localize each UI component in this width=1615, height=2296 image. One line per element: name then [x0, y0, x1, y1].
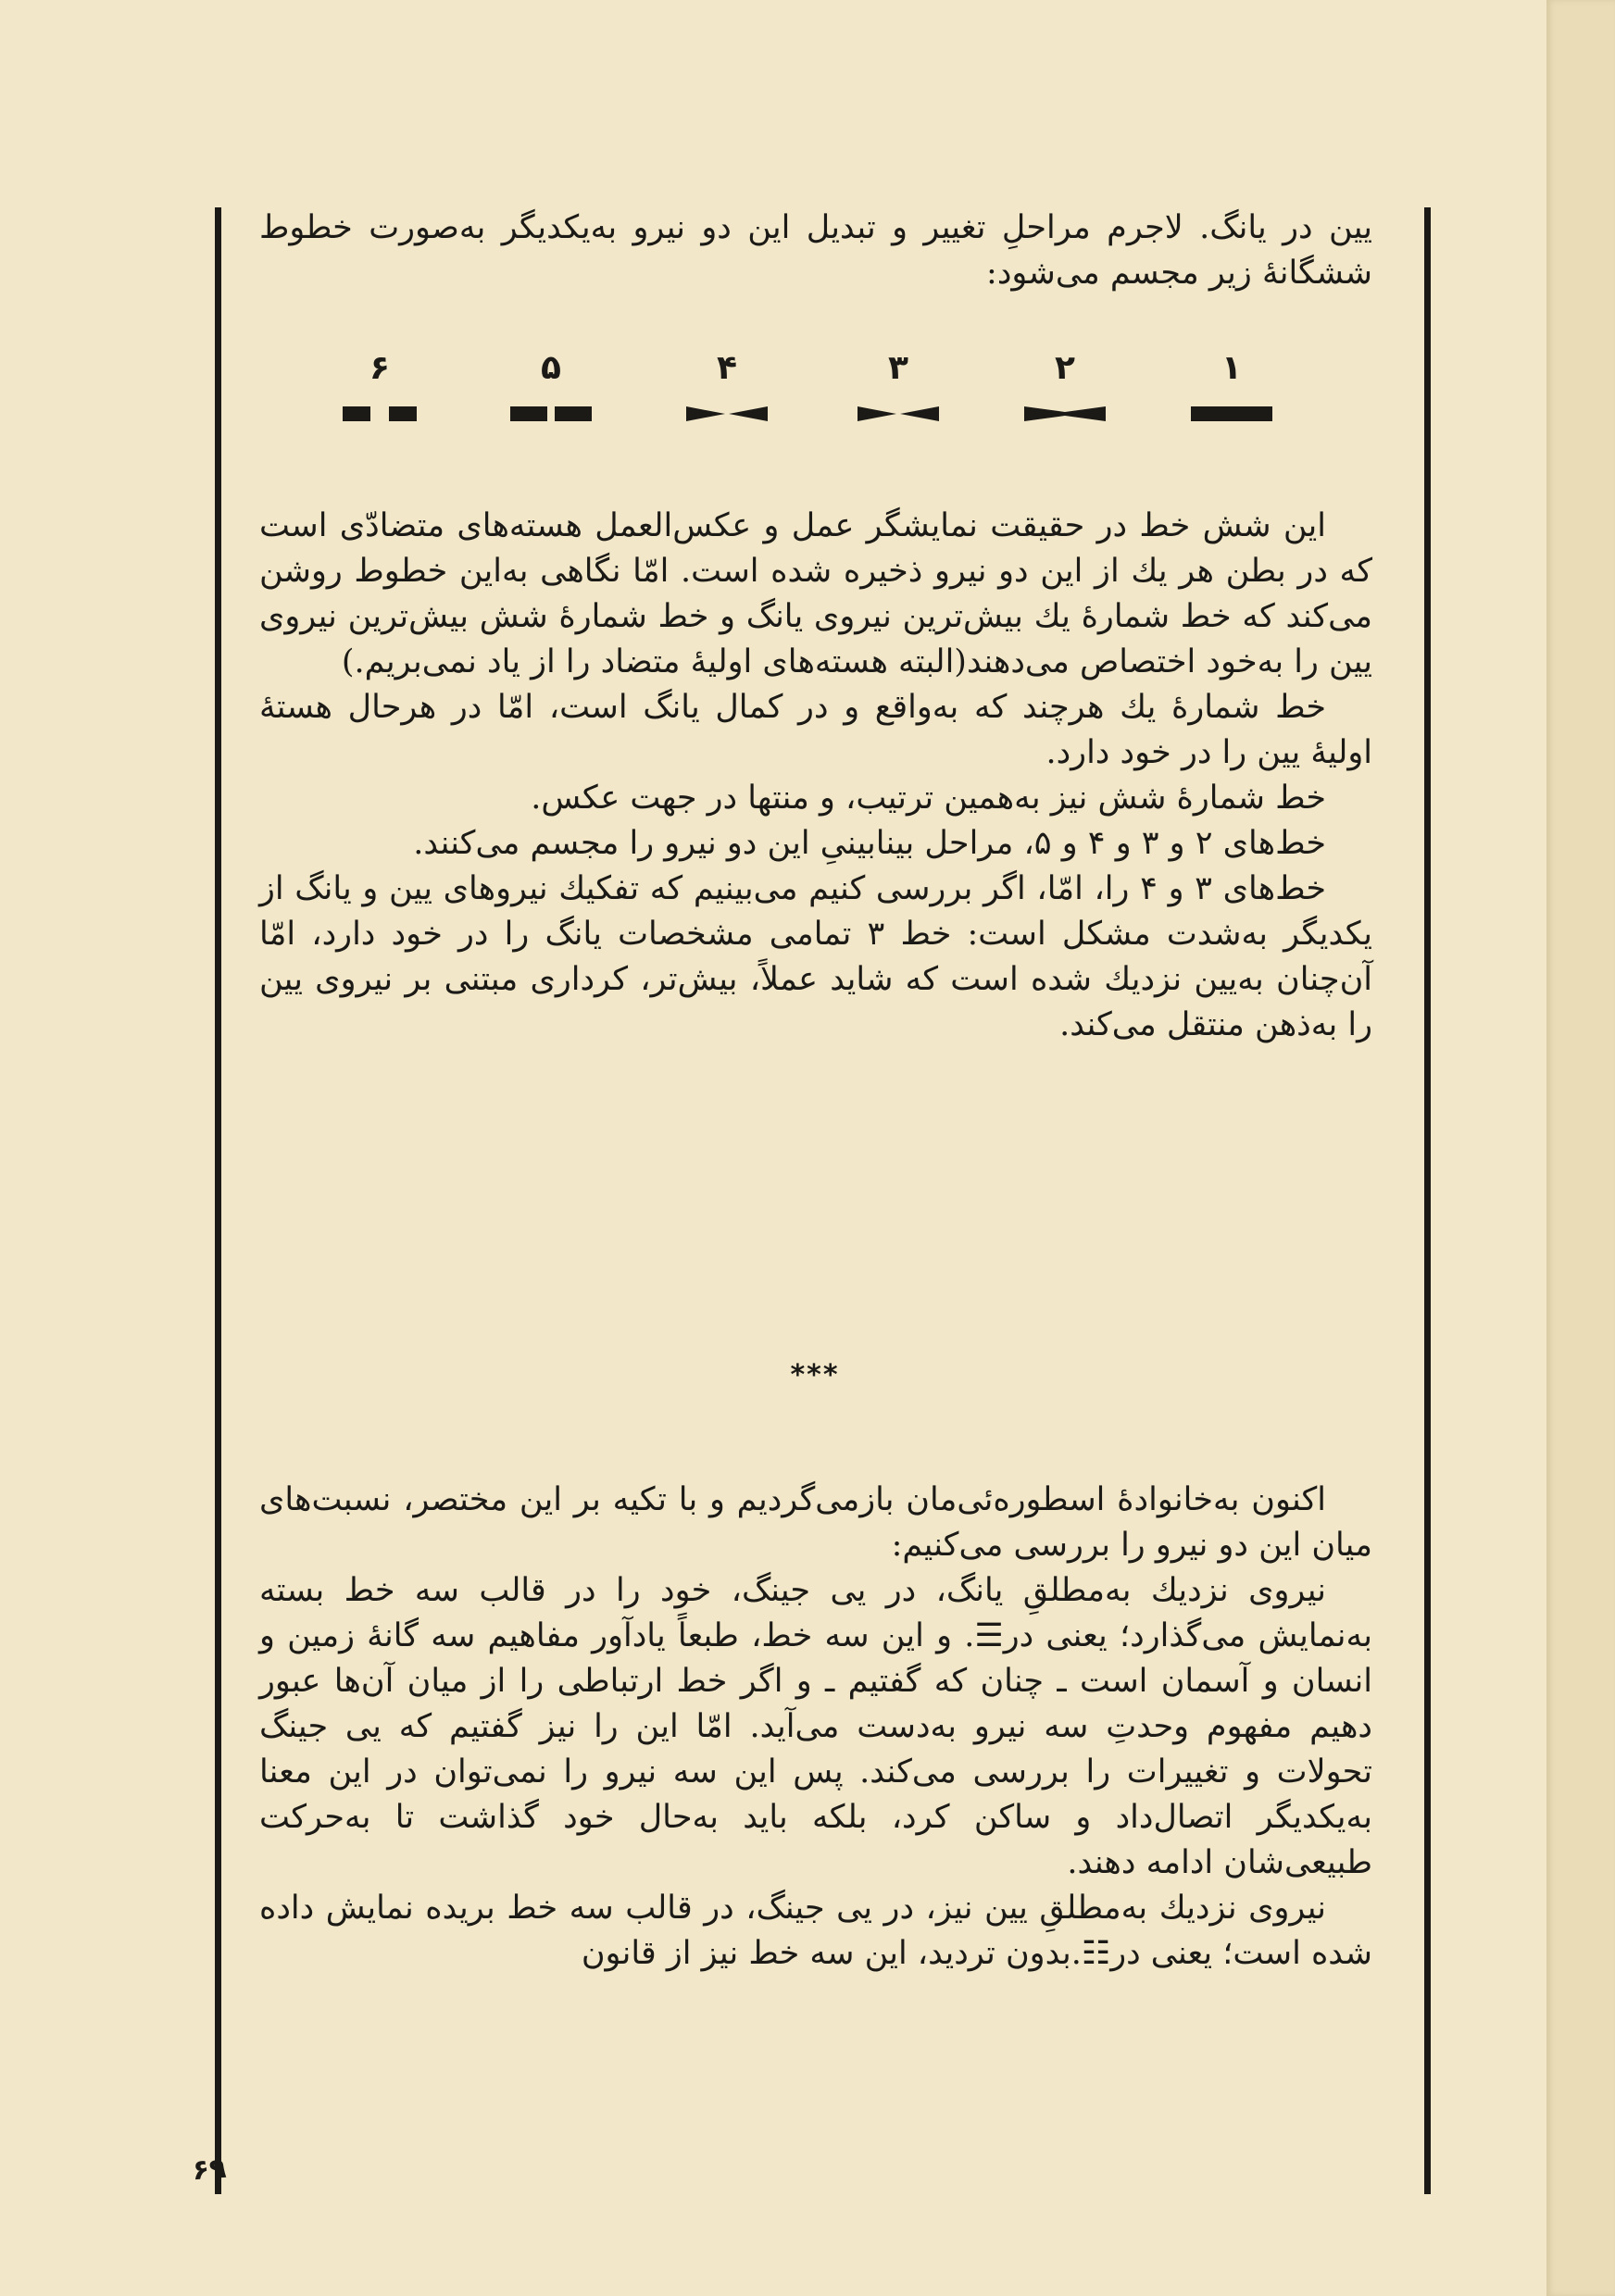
line-number: ۶ — [369, 349, 390, 387]
paragraph: خط‌های ۳ و ۴ را، امّا، اگر بررسی کنیم می‌بینیم که تفکیك نیروهای یین و یانگ از یکدیگر به‌شدت مشکل است: خط ۳ تمامی مشخصات یانگ را در خود دارد، امّا آن‌چنان به‌یین نزدیك شده است که شاید عملاً، بیش‌تر، کرداری مبتنی بر نیروی یین را به‌ذهن منتقل می‌کند. — [259, 870, 1372, 1043]
line-number: ۱ — [1221, 349, 1242, 387]
facing-triangles-symbol — [682, 404, 771, 424]
line-number: ۲ — [1055, 349, 1075, 387]
line-item-6 — [335, 350, 424, 443]
six-lines-diagram — [261, 350, 1289, 443]
section-separator: *** — [790, 1359, 840, 1391]
paragraph: خط شمارهٔ یك هرچند که به‌واقع و در کمال یانگ است، امّا در هرحال هستهٔ اولیهٔ یین را در خود دارد. — [259, 689, 1372, 771]
line-item-1 — [1187, 350, 1276, 443]
page-edge — [1546, 0, 1615, 2296]
solid-line-symbol — [1187, 404, 1276, 424]
paragraph: نیروی نزدیك به‌مطلقِ یانگ، در یی جینگ، خود را در قالب سه خط بسته به‌نمایش می‌گذارد؛ یعنی در☰. و این سه خط، طبعاً یادآور مفاهیم سه گانهٔ زمین و انسان و آسمان است ـ چنان که گفتیم ـ و اگر خط ارتباطی را از میان آن‌ها عبور دهیم مفهوم وحدتِ سه نیرو به‌دست می‌آید. امّا این را نیز گفتیم که یی جینگ تحولات و تغییرات را بررسی می‌کند. پس این سه نیرو را نمی‌توان در این معنا به‌یکدیگر اتصال‌داد و ساکن کرد، بلکه باید به‌حال خود گذاشت تا به‌حرکت طبیعی‌شان ادامه دهند. — [259, 1572, 1372, 1881]
line-number: ۳ — [888, 349, 908, 387]
line-item-4 — [682, 350, 771, 443]
bowtie-line-symbol — [1020, 404, 1109, 424]
right-margin-rule — [1424, 207, 1431, 2194]
section-two — [259, 1478, 1372, 1977]
broken-line-symbol — [335, 404, 424, 424]
line-item-5 — [507, 350, 595, 443]
line-number: ۵ — [541, 349, 561, 387]
paragraph: خط شمارهٔ شش نیز به‌همین ترتیب، و منتها در جهت عکس. — [531, 780, 1326, 817]
section-one — [259, 504, 1372, 1048]
line-number: ۴ — [717, 349, 737, 387]
left-margin-rule — [215, 207, 221, 2194]
broken-line-symbol — [507, 404, 595, 424]
intro-paragraph — [259, 206, 1372, 296]
intro-text: یین در یانگ. لاجرم مراحلِ تغییر و تبدیل این دو نیرو به‌یکدیگر به‌صورت خطوط ششگانهٔ زیر مجسم می‌شود: — [259, 209, 1372, 292]
paragraph: اکنون به‌خانوادهٔ اسطوره‌ئی‌مان بازمی‌گردیم و با تکیه بر این مختصر، نسبت‌های میان این دو نیرو را بررسی می‌کنیم: — [259, 1481, 1372, 1564]
line-item-2 — [1020, 350, 1109, 443]
line-item-3 — [854, 350, 943, 443]
page-number: ۶۹ — [191, 2152, 228, 2188]
paragraph: نیروی نزدیك به‌مطلقِ یین نیز، در یی جینگ، در قالب سه خط بریده نمایش داده شده است؛ یعنی در☷.بدون تردید، این سه خط نیز از قانون — [259, 1890, 1372, 1972]
paragraph: خط‌های ۲ و ۳ و ۴ و ۵، مراحل بینابینیِ این دو نیرو را مجسم می‌کنند. — [413, 825, 1326, 862]
facing-triangles-symbol — [854, 404, 943, 424]
paragraph: این شش خط در حقیقت نمایشگر عمل و عکس‌العمل هسته‌های متضادّی است که در بطن هر یك از این دو نیرو ذخیره شده است. امّا نگاهی به‌این خطوط روشن می‌کند که خط شمارهٔ یك بیش‌ترین نیروی یانگ و خط شمارهٔ شش بیش‌ترین نیروی یین را به‌خود اختصاص می‌دهند(البته هسته‌های اولیهٔ متضاد را از یاد نمی‌بریم.) — [259, 507, 1372, 680]
